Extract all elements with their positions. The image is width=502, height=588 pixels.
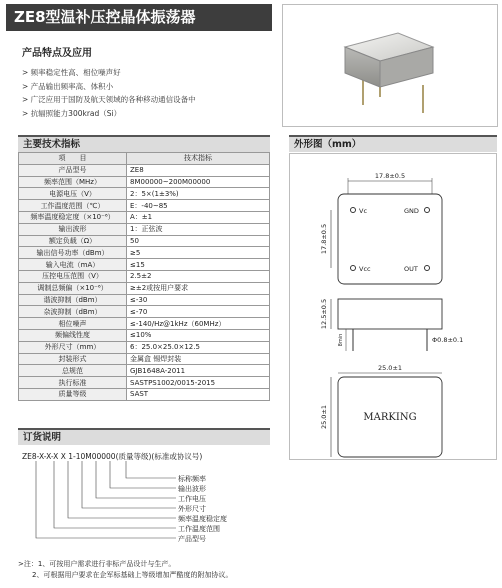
page-title: ZE8型温补压控晶体振荡器 xyxy=(6,4,272,31)
spec-item: 频偏线性度 xyxy=(19,329,127,341)
spec-value: ≤-30 xyxy=(127,294,270,306)
pin-out-label: OUT xyxy=(404,265,418,273)
dim-height-label: 12.5±0.5 xyxy=(320,298,328,330)
spec-item: 质量等级 xyxy=(19,388,127,400)
spec-value: E：-40~85 xyxy=(127,200,270,212)
spec-item: 谐波抑制（dBm） xyxy=(19,294,127,306)
spec-item: 相位噪声 xyxy=(19,318,127,330)
dim-pin-len-label: 8min xyxy=(338,333,344,347)
spec-value: 50 xyxy=(127,235,270,247)
dim-pin-dia-label: Φ0.8±0.1 xyxy=(432,336,464,344)
spec-value: ≤-140/Hz@1kHz（60MHz） xyxy=(127,318,270,330)
spec-value: ≤-70 xyxy=(127,306,270,318)
spec-value: ≥5 xyxy=(127,247,270,259)
spec-value: 金属盒 锡焊封装 xyxy=(127,353,270,365)
spec-item: 输入电流（mA） xyxy=(19,259,127,271)
spec-value: SAST xyxy=(127,388,270,400)
spec-value: ≥±2或按用户要求 xyxy=(127,282,270,294)
feature-item: > 广泛应用于国防及航天领域的各种移动通信设备中 xyxy=(22,93,196,107)
feature-item: > 频率稳定性高、相位噪声好 xyxy=(22,66,196,80)
dim-side-label: 17.8±0.5 xyxy=(320,223,328,255)
spec-item: 电源电压（V） xyxy=(19,188,127,200)
order-label-item: 输出波形 xyxy=(178,485,206,493)
spec-value: 1：正弦波 xyxy=(127,223,270,235)
order-heading: 订货说明 xyxy=(18,428,270,445)
pin-gnd-label: GND xyxy=(404,207,419,215)
spec-value: 2：5×(1±3%) xyxy=(127,188,270,200)
spec-value: A：±1 xyxy=(127,211,270,223)
spec-col-value: 技术指标 xyxy=(127,153,270,165)
order-labels xyxy=(178,474,227,544)
spec-value: ≤15 xyxy=(127,259,270,271)
features-heading: 产品特点及应用 xyxy=(22,48,92,59)
spec-item: 输出波形 xyxy=(19,223,127,235)
order-label-item: 频率温度稳定度 xyxy=(178,515,227,523)
spec-item: 外形尺寸（mm） xyxy=(19,341,127,353)
spec-item: 产品型号 xyxy=(19,164,127,176)
dim-body-h-label: 25.0±1 xyxy=(320,404,328,430)
spec-value: 2.5±2 xyxy=(127,270,270,282)
spec-item: 额定负载（Ω） xyxy=(19,235,127,247)
spec-value: 8M00000~200M00000 xyxy=(127,176,270,188)
spec-item: 工作温度范围（℃） xyxy=(19,200,127,212)
pin-vc-label: Vc xyxy=(359,207,368,215)
pin-vcc-label: Vcc xyxy=(359,265,371,273)
spec-item: 杂波抑制（dBm） xyxy=(19,306,127,318)
order-label-item: 标称频率 xyxy=(178,475,206,483)
spec-value: ≤10% xyxy=(127,329,270,341)
order-label-item: 外形尺寸 xyxy=(178,505,206,513)
spec-col-item: 项 目 xyxy=(19,153,127,165)
spec-item: 封装形式 xyxy=(19,353,127,365)
dim-body-w-label: 25.0±1 xyxy=(377,364,403,372)
feature-item: > 抗辐照能力300krad（Si） xyxy=(22,107,196,121)
order-code: ZE8-X-X-X X 1-10M00000(质量等级)(标准或协议号) xyxy=(22,452,203,461)
note-item: 2、可根据用户要求在企军标基础上等级增加严酷度的附加协议。 xyxy=(18,571,233,579)
spec-item: 频率范围（MHz） xyxy=(19,176,127,188)
spec-item: 总规范 xyxy=(19,365,127,377)
spec-heading: 主要技术指标 xyxy=(18,135,270,152)
order-label-item: 产品型号 xyxy=(178,535,206,543)
spec-value: 6：25.0×25.0×12.5 xyxy=(127,341,270,353)
order-label-item: 工作电压 xyxy=(178,495,206,503)
order-label-item: 工作温度范围 xyxy=(178,525,220,533)
spec-item: 执行标准 xyxy=(19,377,127,389)
spec-item: 输出信号功率（dBm） xyxy=(19,247,127,259)
spec-value: GJB1648A-2011 xyxy=(127,365,270,377)
spec-item: 频率温度稳定度（×10⁻⁶） xyxy=(19,211,127,223)
spec-value: ZE8 xyxy=(127,164,270,176)
spec-item: 压控电压范围（V） xyxy=(19,270,127,282)
notes xyxy=(18,559,232,581)
spec-value: SASTPS1002/0015-2015 xyxy=(127,377,270,389)
dim-top-label: 17.8±0.5 xyxy=(374,172,406,180)
marking-label: MARKING xyxy=(363,412,417,423)
note-item: >注：1、可按用户需求进行非标产品设计与生产。 xyxy=(18,560,176,568)
drawing-heading: 外形图（mm） xyxy=(289,135,497,152)
feature-item: > 产品输出频率高、体积小 xyxy=(22,80,196,94)
spec-item: 调制总频偏（×10⁻⁶） xyxy=(19,282,127,294)
